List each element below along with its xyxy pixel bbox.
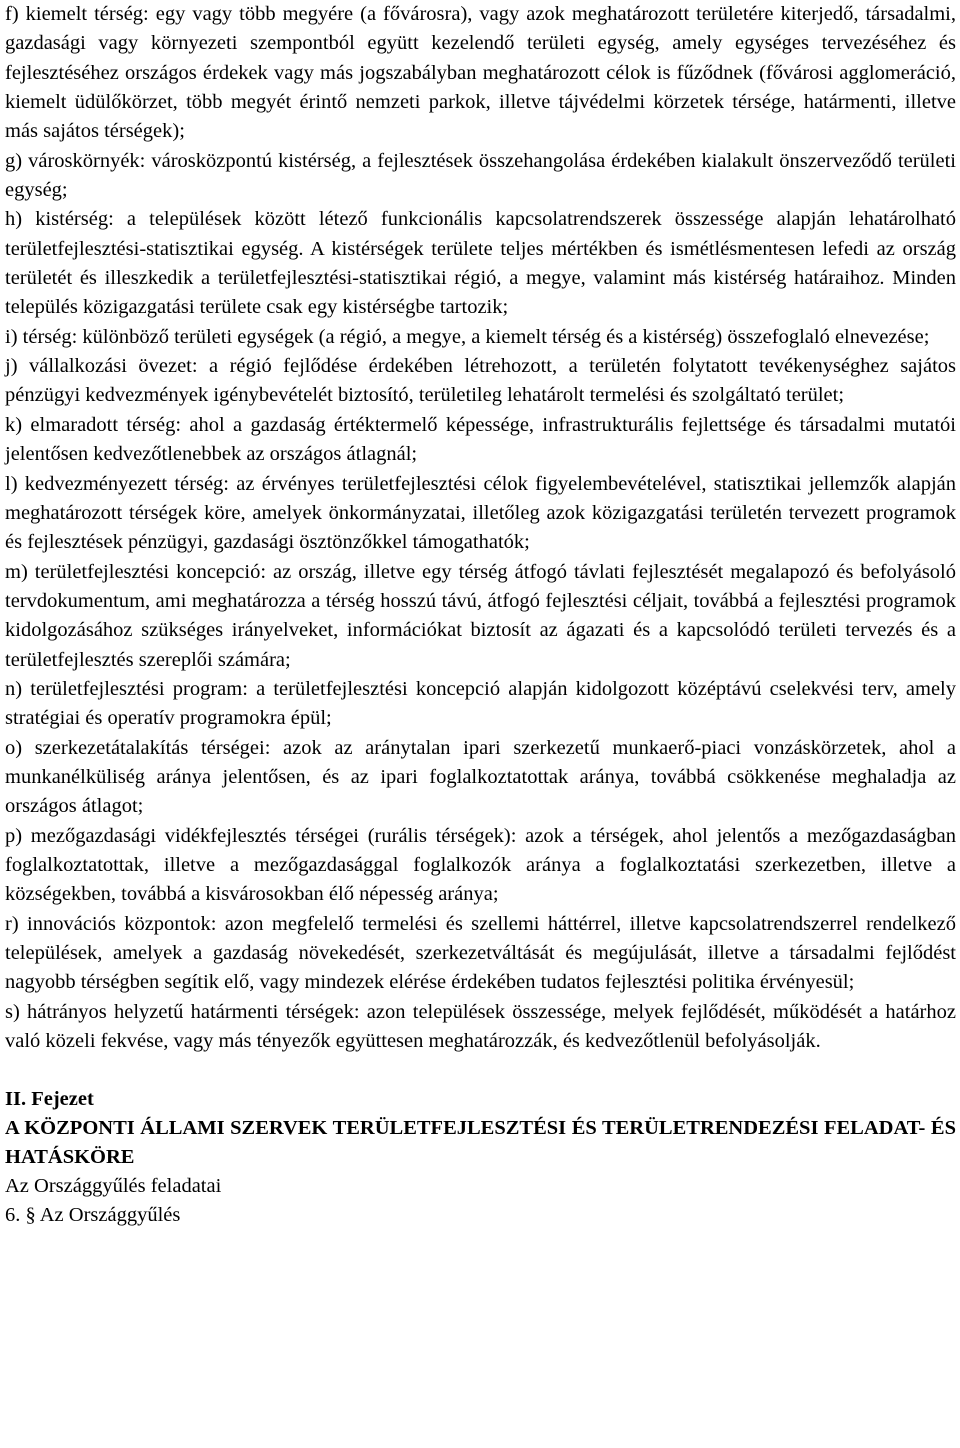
definition-h: h) kistérség: a települések között létező funkcionális kapcsolatrendszerek összessége alapján lehatárolható területfejlesztési-statisztikai egység. A kistérségek területe teljes mértékben és ismétlésmentesen lefedi az ország területét és illeszkedik a területfejlesztési-statisztikai régió, a megye, valamint más kistérség határaihoz. Minden település közigazgatási területe csak egy kistérségbe tartozik; (5, 208, 956, 319)
definition-k: k) elmaradott térség: ahol a gazdaság értéktermelő képessége, infrastrukturális fejlettsége és társadalmi mutatói jelentősen kedvezőtlenebbek az országos átlagnál; (5, 413, 956, 466)
definition-i: i) térség: különböző területi egységek (a régió, a megye, a kiemelt térség és a kistérség) összefoglaló elnevezése; (5, 325, 930, 348)
definition-m: m) területfejlesztési koncepció: az ország, illetve egy térség átfogó távlati fejlesztését megalapozó és befolyásoló tervdokumentum, ami meghatározza a térség hosszú távú, átfogó fejlesztési céljait, továbbá a fejlesztési programok kidolgozásához szükséges irányelveket, információkat biztosít az ágazati és a kapcsolódó területi tervezés és a területfejlesztés szereplői számára; (5, 560, 956, 671)
chapter-number: II. Fejezet (5, 1088, 94, 1111)
definition-j: j) vállalkozási övezet: a régió fejlődése érdekében létrehozott, a területén folytatott tevékenységhez sajátos pénzügyi kedvezmények igénybevételét biztosító, területileg lehatárolt termelési és szolgáltató terület; (5, 355, 956, 407)
definition-r: r) innovációs központok: azon megfelelő termelési és szellemi háttérrel, illetve kapcsolatrendszerrel rendelkező települések, amelyek a gazdaság növekedését, szerkezetváltását és megújulását, illetve a társadalmi fejlődést nagyobb térségben segítik elő, vagy mindezek elérése érdekében tudatos fejlesztési politika érvényesül; (5, 912, 956, 994)
section-heading: 6. § Az Országgyűlés (5, 1204, 181, 1227)
definition-f: f) kiemelt térség: egy vagy több megyére (a fővárosra), vagy azok meghatározott területére kiterjedő, társadalmi, gazdasági vagy környezeti szempontból együtt kezelendő területi egység, amely egységes tervezéséhez és fejlesztéséhez országos érdekek vagy más jogszabályban meghatározott célok is fűződnek (fővárosi agglomeráció, kiemelt üdülőkörzet, több megyét érintő nemzeti parkok, illetve tájvédelmi körzetek térsége, határmenti, illetve más sajátos térségek); (5, 3, 956, 143)
definition-g: g) városkörnyék: városközpontú kistérség, a fejlesztések összehangolása érdekében kialakult önszerveződő területi egység; (5, 149, 956, 202)
definition-s: s) hátrányos helyzetű határmenti térségek: azon települések összessége, melyek fejlődését, működését a határhoz való közeli fekvése, vagy más tényezők együttesen meghatározzák, és kedvezőtlenül befolyásolják. (5, 1000, 956, 1053)
definition-l: l) kedvezményezett térség: az érvényes területfejlesztési célok figyelembevételével, statisztikai jellemzők alapján meghatározott térségek köre, amelyek önkormányzatai, illetőleg azok közigazgatási területén tervezett programok és fejlesztések pénzügyi, gazdasági ösztönzőkkel támogathatók; (5, 472, 956, 554)
chapter-subtitle: Az Országgyűlés feladatai (5, 1175, 222, 1198)
document-page (5, 0, 956, 1230)
definition-o: o) szerkezetátalakítás térségei: azok az aránytalan ipari szerkezetű munkaerő-piaci vonzáskörzetek, ahol a munkanélküliség aránya jelentősen, és az ipari foglalkoztatottak aránya, továbbá csökkenése meghaladja az országos átlagot; (5, 736, 956, 818)
chapter-heading (5, 1085, 956, 1230)
definition-p: p) mezőgazdasági vidékfejlesztés térségei (rurális térségek): azok a térségek, ahol jelentős a mezőgazdaságban foglalkoztatottak, illetve a mezőgazdasággal foglalkozók aránya a foglalkoztatási szerkezetben, illetve a községekben, továbbá a kisvárosokban élő népesség aránya; (5, 824, 956, 906)
chapter-title: A KÖZPONTI ÁLLAMI SZERVEK TERÜLETFEJLESZTÉSI ÉS TERÜLETRENDEZÉSI FELADAT- ÉS HATÁSKÖRE (5, 1117, 956, 1169)
definition-n: n) területfejlesztési program: a területfejlesztési koncepció alapján kidolgozott középtávú cselekvési terv, amely stratégiai és operatív programokra épül; (5, 677, 956, 730)
